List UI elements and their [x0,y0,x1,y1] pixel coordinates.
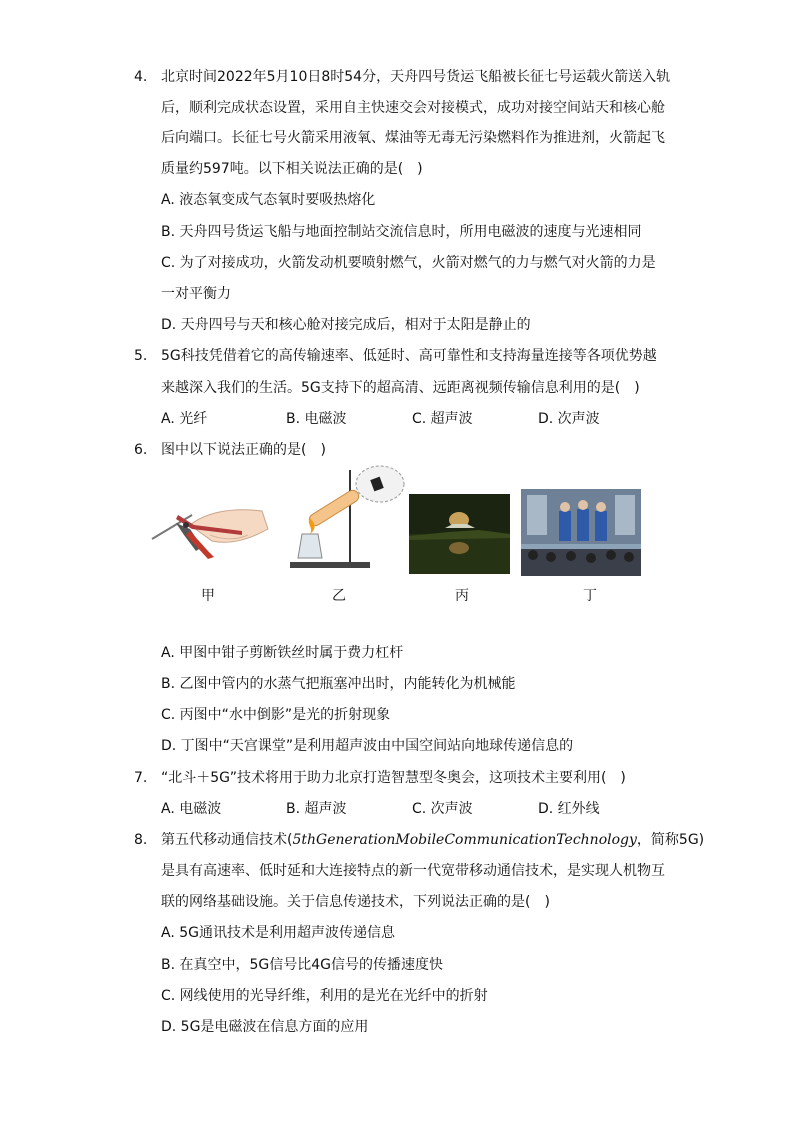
pliers-figure [150,495,272,567]
option-b: B. 在真空中，5G信号比4G信号的传播速度快 [161,957,444,973]
reflection-photo [409,494,510,574]
question-stem-line: 联的网络基础设施。关于信息传递技术，下列说法正确的是( ) [161,894,550,910]
option-c: C. 为了对接成功，火箭发动机要喷射燃气，火箭对燃气的力与燃气对火箭的力是 [161,255,656,271]
option-b: B. 电磁波 [286,411,347,427]
option-c: C. 丙图中“水中倒影”是光的折射现象 [161,707,391,723]
stem-text: 第五代移动通信技术( [161,832,293,848]
question-stem-line [161,830,704,850]
figure-caption-yi: 乙 [332,588,346,604]
figure-caption-ding: 丁 [583,588,597,604]
figure-caption-bing: 丙 [455,588,469,604]
option-d: D. 次声波 [538,411,600,427]
option-c: C. 网线使用的光导纤维，利用的是光在光纤中的折射 [161,988,488,1004]
question-number: 4. [134,69,148,85]
option-a: A. 甲图中钳子剪断铁丝时属于费力杠杆 [161,645,404,661]
option-c-continued: 一对平衡力 [161,286,231,302]
option-a: A. 5G通讯技术是利用超声波传递信息 [161,925,395,941]
option-d: D. 红外线 [538,801,600,817]
question-stem-line: 是具有高速率、低时延和大连接特点的新一代宽带移动通信技术，是实现人机物互 [161,863,665,879]
question-stem-line: 后向端口。长征七号火箭采用液氧、煤油等无毒无污染燃料作为推进剂，火箭起飞 [161,130,665,146]
option-a: A. 电磁波 [161,801,222,817]
question-stem-line: 5G科技凭借着它的高传输速率、低延时、高可靠性和支持海量连接等各项优势越 [161,348,657,364]
question-number: 7. [134,770,148,786]
option-b: B. 天舟四号货运飞船与地面控制站交流信息时，所用电磁波的速度与光速相同 [161,224,642,240]
stem-text: ，简称5G) [636,832,705,848]
question-stem-line: 质量约597吨。以下相关说法正确的是( ) [161,161,423,177]
question-stem-line: 北京时间2022年5月10日8时54分，天舟四号货运飞船被长征七号运载火箭送入轨 [161,69,671,85]
option-d: D. 天舟四号与天和核心舱对接完成后，相对于太阳是静止的 [161,317,531,333]
option-b: B. 乙图中管内的水蒸气把瓶塞冲出时，内能转化为机械能 [161,676,516,692]
question-stem-line: 来越深入我们的生活。5G支持下的超高清、远距离视频传输信息利用的是( ) [161,380,640,396]
math-term: 5thGenerationMobileCommunicationTechnology [292,832,637,848]
option-a: A. 液态氧变成气态氧时要吸热熔化 [161,192,376,208]
figure-caption-jia: 甲 [201,588,215,604]
question-number: 6. [134,442,148,458]
option-d: D. 5G是电磁波在信息方面的应用 [161,1019,369,1035]
option-a: A. 光纤 [161,411,208,427]
option-d: D. 丁图中“天宫课堂”是利用超声波由中国空间站向地球传递信息的 [161,738,574,754]
question-stem: “北斗＋5G”技术将用于助力北京打造智慧型冬奥会，这项技术主要利用( ) [161,770,626,786]
question-number: 5. [134,348,148,364]
option-c: C. 超声波 [412,411,473,427]
tiangong-classroom-photo [521,489,641,576]
question-number: 8. [134,832,148,848]
question-stem: 图中以下说法正确的是( ) [161,442,326,458]
question-stem-line: 后，顺利完成状态设置，采用自主快速交会对接模式，成功对接空间站天和核心舱 [161,100,665,116]
test-tube-figure [288,462,408,570]
option-c: C. 次声波 [412,801,473,817]
option-b: B. 超声波 [286,801,347,817]
